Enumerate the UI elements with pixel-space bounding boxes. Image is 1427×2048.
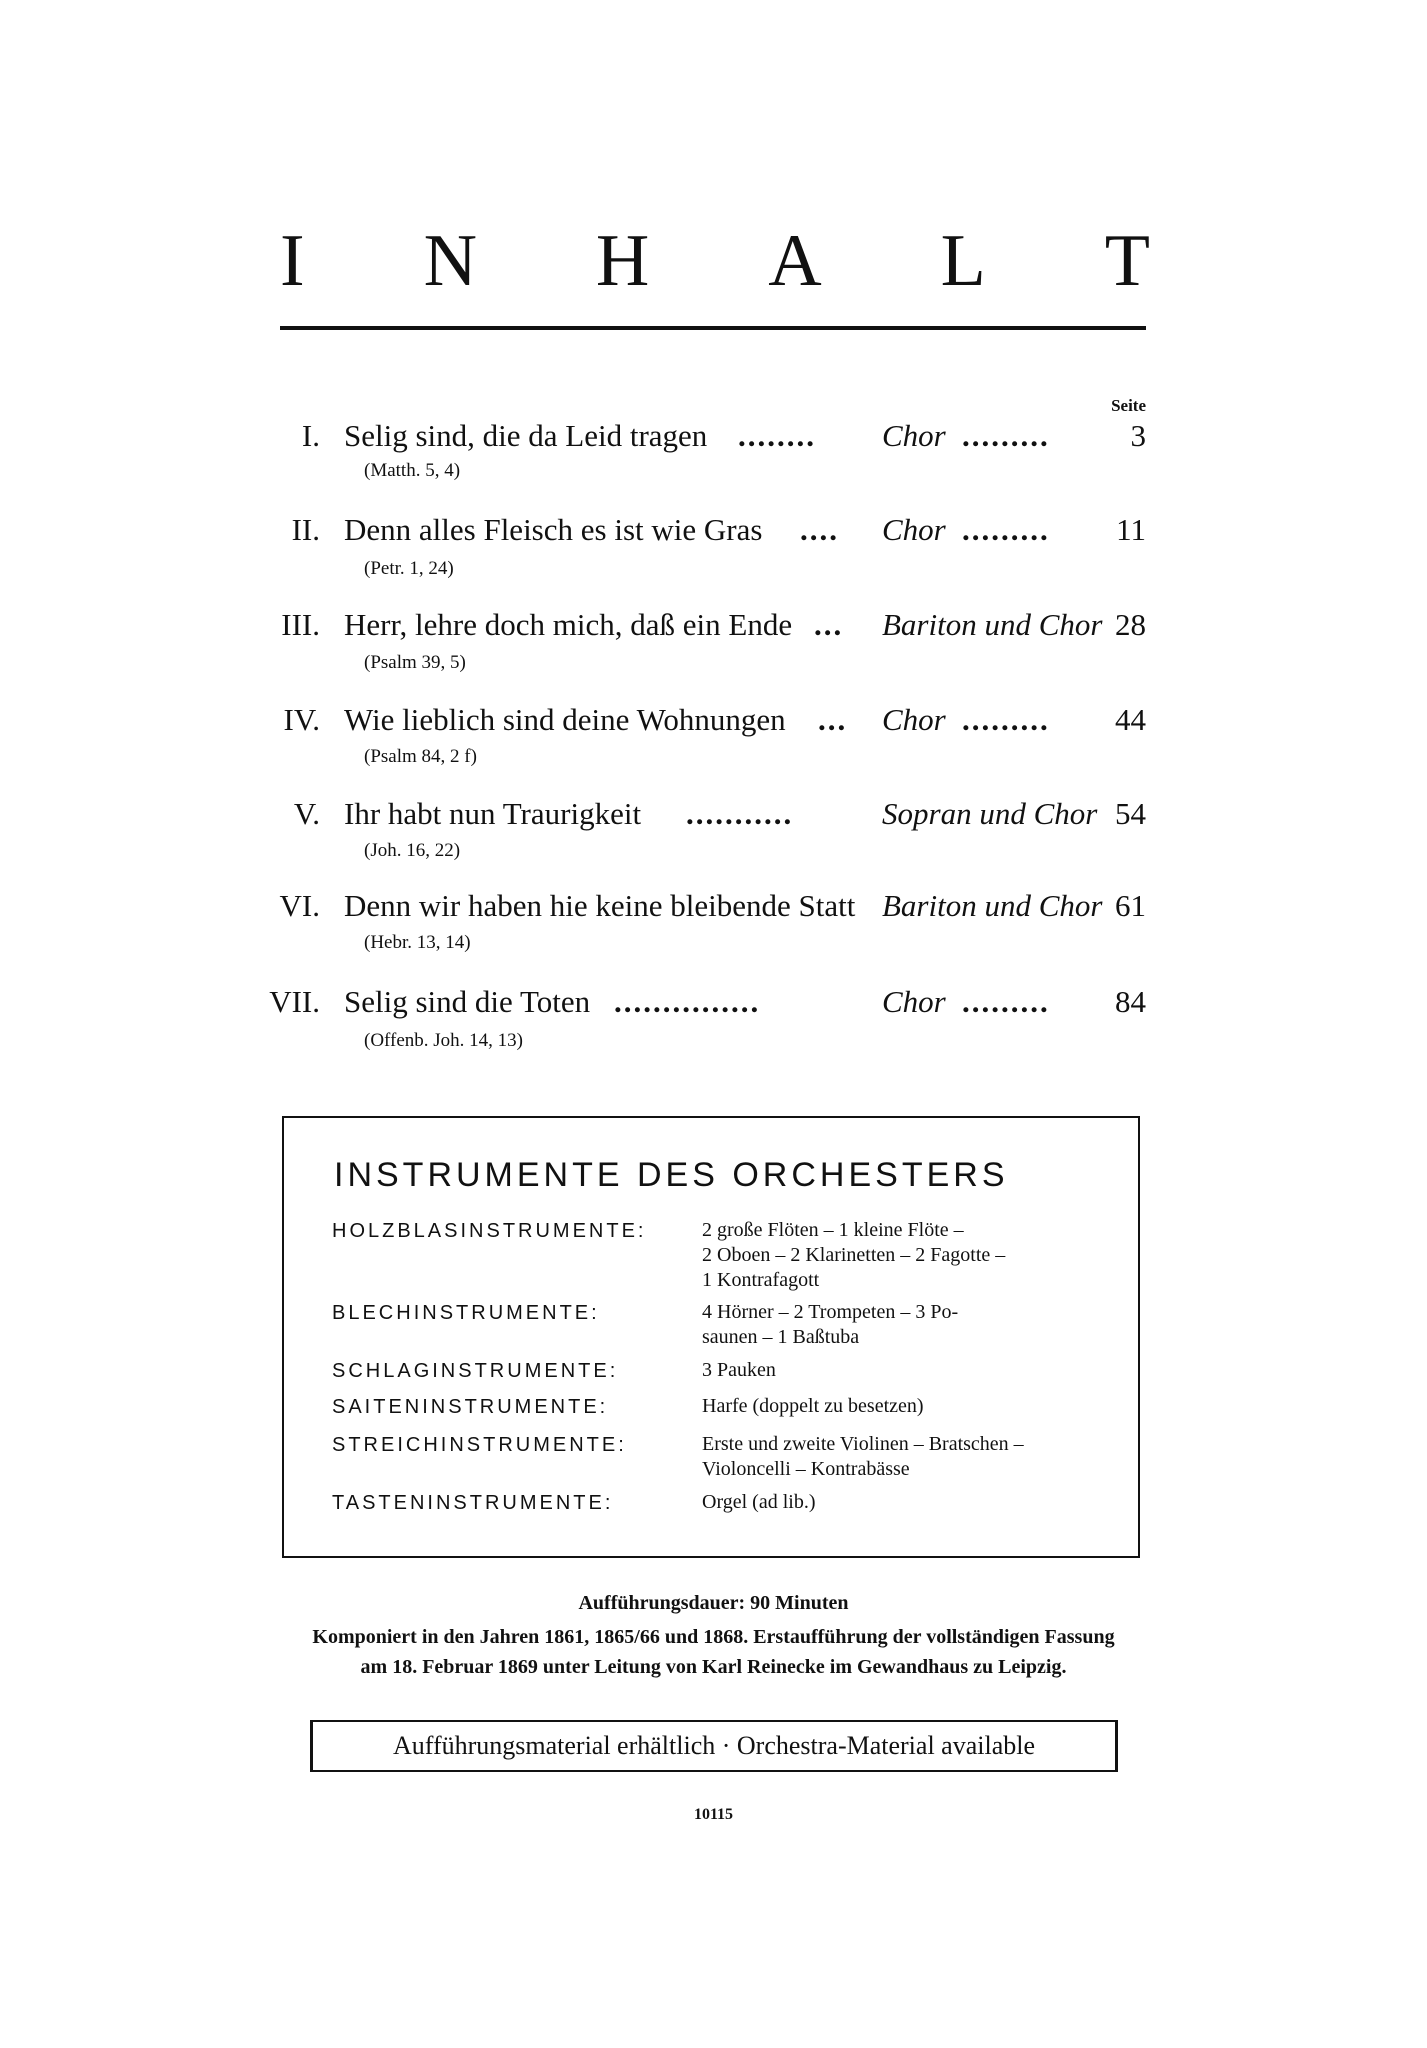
toc-leader: ......... (962, 512, 1050, 547)
toc-number: II. (291, 512, 320, 547)
instrument-group-name: STREICHINSTRUMENTE: (332, 1434, 627, 1456)
toc-number: V. (293, 796, 320, 831)
title-letter: A (768, 220, 822, 302)
toc-voice: Sopran und Chor (882, 796, 1098, 831)
toc-entry (270, 794, 1146, 834)
toc-scripture-ref: (Offenb. Joh. 14, 13) (364, 1030, 524, 1051)
toc-entry (270, 886, 1146, 926)
toc-leader: ........... (686, 796, 794, 831)
toc-voice: Chor (882, 984, 946, 1019)
toc-title: Wie lieblich sind deine Wohnungen (344, 702, 786, 737)
toc-scripture-ref: (Joh. 16, 22) (364, 840, 461, 861)
toc-title: Selig sind, die da Leid tragen (344, 418, 708, 453)
toc-page: 11 (1116, 512, 1146, 547)
instrument-group-name: BLECHINSTRUMENTE: (332, 1302, 600, 1324)
toc-entry (270, 510, 1146, 550)
toc-voice: Chor (882, 512, 946, 547)
toc-leader: ... (818, 702, 848, 737)
toc-page: 61 (1115, 888, 1146, 923)
orchestra-heading: INSTRUMENTE DES ORCHESTERS (334, 1156, 1009, 1194)
instrument-group-name: SAITENINSTRUMENTE: (332, 1396, 609, 1418)
toc-entry (270, 982, 1146, 1022)
instrument-group-list: 4 Hörner – 2 Trompeten – 3 Po- saunen – 1 Baßtuba (702, 1301, 959, 1348)
composition-line: Komponiert in den Jahren 1861, 1865/66 und 1868. Erstaufführung der vollständigen Fassung (312, 1626, 1115, 1648)
instrument-group-list: Erste und zweite Violinen – Bratschen – Violoncelli – Kontrabässe (702, 1433, 1024, 1480)
toc-page: 54 (1115, 796, 1146, 831)
toc-number: VII. (269, 984, 320, 1019)
instrument-group-name: HOLZBLASINSTRUMENTE: (332, 1220, 647, 1242)
toc-page: 44 (1115, 702, 1146, 737)
title-letter: T (1104, 220, 1150, 302)
toc-scripture-ref: (Petr. 1, 24) (364, 558, 454, 579)
toc-leader: ........ (738, 418, 816, 453)
material-availability-box: Aufführungsmaterial erhältlich · Orchestra-Material available (310, 1720, 1118, 1772)
title-letter: I (280, 220, 305, 302)
orchestra-box (282, 1116, 1140, 1558)
toc-scripture-ref: (Psalm 39, 5) (364, 652, 466, 673)
toc-title: Herr, lehre doch mich, daß ein Ende (344, 607, 793, 642)
toc-title: Denn alles Fleisch es ist wie Gras (344, 512, 763, 547)
toc-leader: ......... (962, 984, 1050, 1019)
toc-number: VI. (279, 888, 320, 923)
instrument-group-name: SCHLAGINSTRUMENTE: (332, 1360, 619, 1382)
toc-voice: Bariton und Chor (882, 888, 1103, 923)
instrument-group-list: Orgel (ad lib.) (702, 1491, 816, 1513)
toc-leader: ......... (962, 702, 1050, 737)
toc-title: Ihr habt nun Traurigkeit (344, 796, 642, 831)
toc-leader: ... (814, 607, 844, 642)
plate-number: 10115 (693, 1806, 734, 1823)
instrument-group-list: Harfe (doppelt zu besetzen) (702, 1395, 924, 1417)
toc-number: IV. (283, 702, 320, 737)
toc-voice: Bariton und Chor (882, 607, 1103, 642)
toc-entry (270, 700, 1146, 740)
instrument-group-name: TASTENINSTRUMENTE: (332, 1492, 614, 1514)
toc-title: Denn wir haben hie keine bleibende Statt (344, 888, 856, 923)
title-letter: L (940, 220, 986, 302)
toc-scripture-ref: (Matth. 5, 4) (364, 460, 461, 481)
toc-number: III. (281, 607, 320, 642)
toc-page: 84 (1115, 984, 1146, 1019)
toc-leader: ............... (614, 984, 761, 1019)
toc-page: 28 (1115, 607, 1146, 642)
toc-scripture-ref: (Psalm 84, 2 f) (364, 746, 477, 767)
toc-entry (270, 605, 1146, 645)
composition-line: am 18. Februar 1869 unter Leitung von Karl Reinecke im Gewandhaus zu Leipzig. (360, 1656, 1067, 1678)
toc-title: Selig sind die Toten (344, 984, 591, 1019)
toc-page: 3 (1130, 418, 1146, 453)
toc-voice: Chor (882, 702, 946, 737)
toc-voice: Chor (882, 418, 946, 453)
composition-note (0, 1622, 1427, 1682)
title-letter: N (423, 220, 478, 302)
title-letter: H (595, 220, 650, 302)
instrument-group-list: 3 Pauken (702, 1359, 776, 1381)
toc-scripture-ref: (Hebr. 13, 14) (364, 932, 471, 953)
instrument-group-list: 2 große Flöten – 1 kleine Flöte – 2 Oboen – 2 Klarinetten – 2 Fagotte – 1 Kontrafagott (702, 1219, 1006, 1291)
toc-number: I. (301, 418, 320, 453)
performance-duration: Aufführungsdauer: 90 Minuten (578, 1592, 849, 1614)
toc-leader: .... (800, 512, 839, 547)
toc-entry (270, 416, 1146, 456)
page-column-label: Seite (1111, 396, 1146, 415)
toc-leader: ......... (962, 418, 1050, 453)
